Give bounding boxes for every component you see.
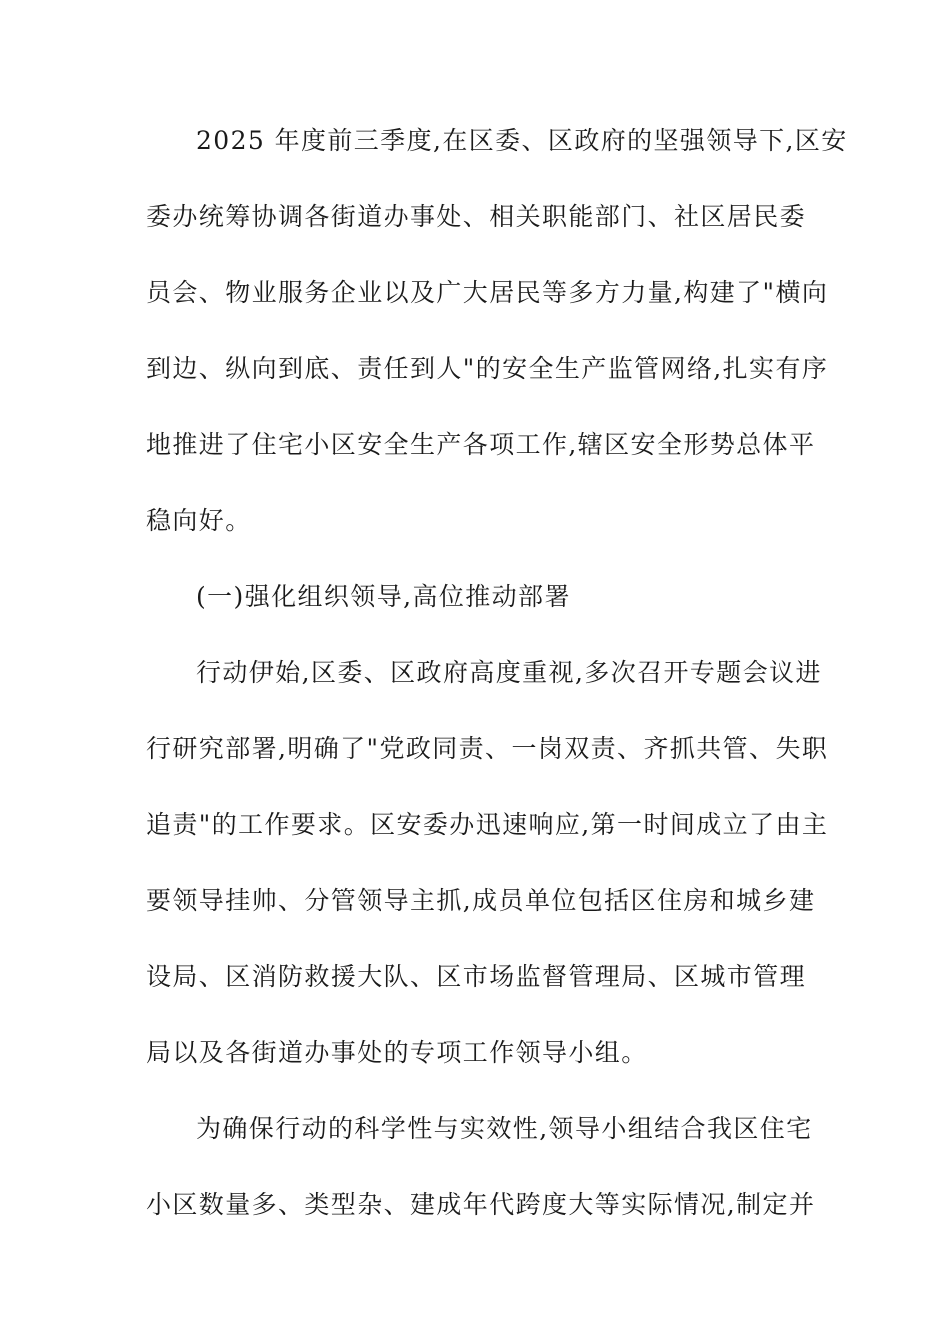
section-heading: (一)强化组织领导,高位推动部署 [196, 582, 571, 611]
paragraph-3-line-1: 为确保行动的科学性与实效性,领导小组结合我区住宅 [196, 1114, 813, 1143]
paragraph-1-line-5: 地推进了住宅小区安全生产各项工作,辖区安全形势总体平 [146, 430, 816, 459]
paragraph-2-line-4: 要领导挂帅、分管领导主抓,成员单位包括区住房和城乡建 [146, 886, 816, 915]
paragraph-1-line-4: 到边、纵向到底、责任到人"的安全生产监管网络,扎实有序 [146, 354, 829, 383]
paragraph-2-line-1: 行动伊始,区委、区政府高度重视,多次召开专题会议进 [196, 658, 822, 687]
paragraph-3-line-2: 小区数量多、类型杂、建成年代跨度大等实际情况,制定并 [146, 1190, 816, 1219]
paragraph-1-line-3: 员会、物业服务企业以及广大居民等多方力量,构建了"横向 [146, 278, 829, 307]
paragraph-2-line-5: 设局、区消防救援大队、区市场监督管理局、区城市管理 [146, 962, 807, 991]
paragraph-2-line-3: 追责"的工作要求。区安委办迅速响应,第一时间成立了由主 [146, 810, 829, 839]
paragraph-1-line-6: 稳向好。 [146, 506, 252, 535]
paragraph-1-line-1: 2025 年度前三季度,在区委、区政府的坚强领导下,区安 [196, 126, 848, 155]
paragraph-1-line-2: 委办统筹协调各街道办事处、相关职能部门、社区居民委 [146, 202, 807, 231]
paragraph-2-line-6: 局以及各街道办事处的专项工作领导小组。 [146, 1038, 648, 1067]
paragraph-2-line-2: 行研究部署,明确了"党政同责、一岗双责、齐抓共管、失职 [146, 734, 829, 763]
